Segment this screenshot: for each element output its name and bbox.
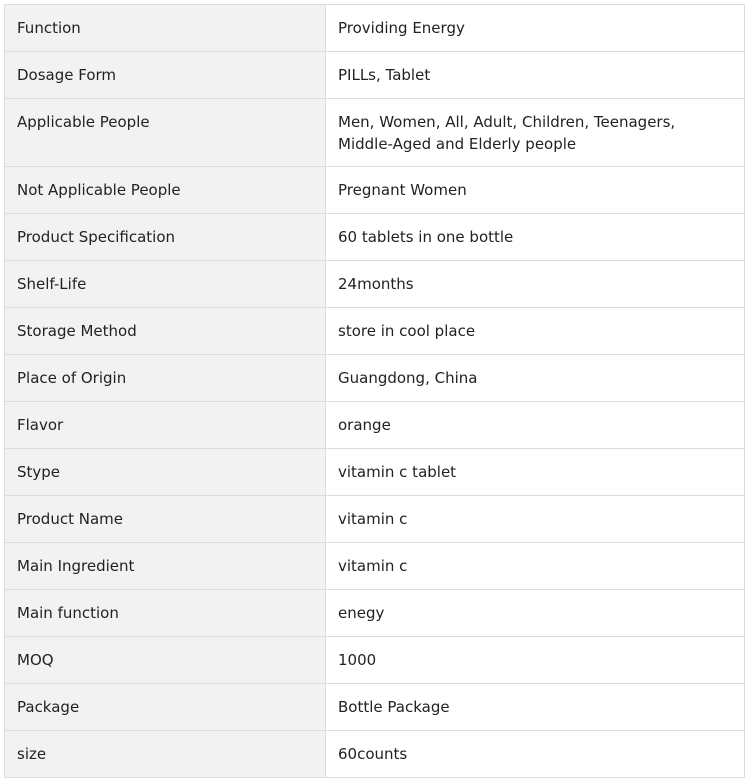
row-label-flavor: Flavor (5, 402, 326, 449)
row-value-main-ingredient: vitamin c (326, 543, 745, 590)
row-value-product-name: vitamin c (326, 496, 745, 543)
table-row (5, 355, 745, 402)
row-value-product-specification: 60 tablets in one bottle (326, 214, 745, 261)
product-spec-table (4, 4, 745, 778)
row-value-shelf-life: 24months (326, 261, 745, 308)
row-value-storage-method: store in cool place (326, 308, 745, 355)
row-value-size: 60counts (326, 731, 745, 778)
table-row (5, 5, 745, 52)
table-row (5, 214, 745, 261)
row-label-place-of-origin: Place of Origin (5, 355, 326, 402)
row-label-size: size (5, 731, 326, 778)
table-row (5, 52, 745, 99)
spec-table-body (5, 5, 745, 778)
table-row (5, 731, 745, 778)
row-label-dosage-form: Dosage Form (5, 52, 326, 99)
row-label-not-applicable-people: Not Applicable People (5, 167, 326, 214)
table-row (5, 543, 745, 590)
table-row (5, 402, 745, 449)
row-label-main-ingredient: Main Ingredient (5, 543, 326, 590)
row-value-applicable-people: Men, Women, All, Adult, Children, Teenagers, Middle-Aged and Elderly people (326, 99, 745, 167)
row-value-stype: vitamin c tablet (326, 449, 745, 496)
row-label-main-function: Main function (5, 590, 326, 637)
row-value-package: Bottle Package (326, 684, 745, 731)
row-label-stype: Stype (5, 449, 326, 496)
table-row (5, 308, 745, 355)
table-row (5, 637, 745, 684)
row-label-product-name: Product Name (5, 496, 326, 543)
table-row (5, 449, 745, 496)
table-row (5, 590, 745, 637)
table-row (5, 496, 745, 543)
row-value-dosage-form: PILLs, Tablet (326, 52, 745, 99)
row-label-moq: MOQ (5, 637, 326, 684)
row-value-moq: 1000 (326, 637, 745, 684)
row-value-flavor: orange (326, 402, 745, 449)
table-row (5, 684, 745, 731)
table-row (5, 261, 745, 308)
row-label-product-specification: Product Specification (5, 214, 326, 261)
row-value-not-applicable-people: Pregnant Women (326, 167, 745, 214)
table-row (5, 99, 745, 167)
row-label-applicable-people: Applicable People (5, 99, 326, 167)
row-value-main-function: enegy (326, 590, 745, 637)
row-label-function: Function (5, 5, 326, 52)
row-label-package: Package (5, 684, 326, 731)
row-value-place-of-origin: Guangdong, China (326, 355, 745, 402)
row-label-storage-method: Storage Method (5, 308, 326, 355)
row-label-shelf-life: Shelf-Life (5, 261, 326, 308)
table-row (5, 167, 745, 214)
row-value-function: Providing Energy (326, 5, 745, 52)
